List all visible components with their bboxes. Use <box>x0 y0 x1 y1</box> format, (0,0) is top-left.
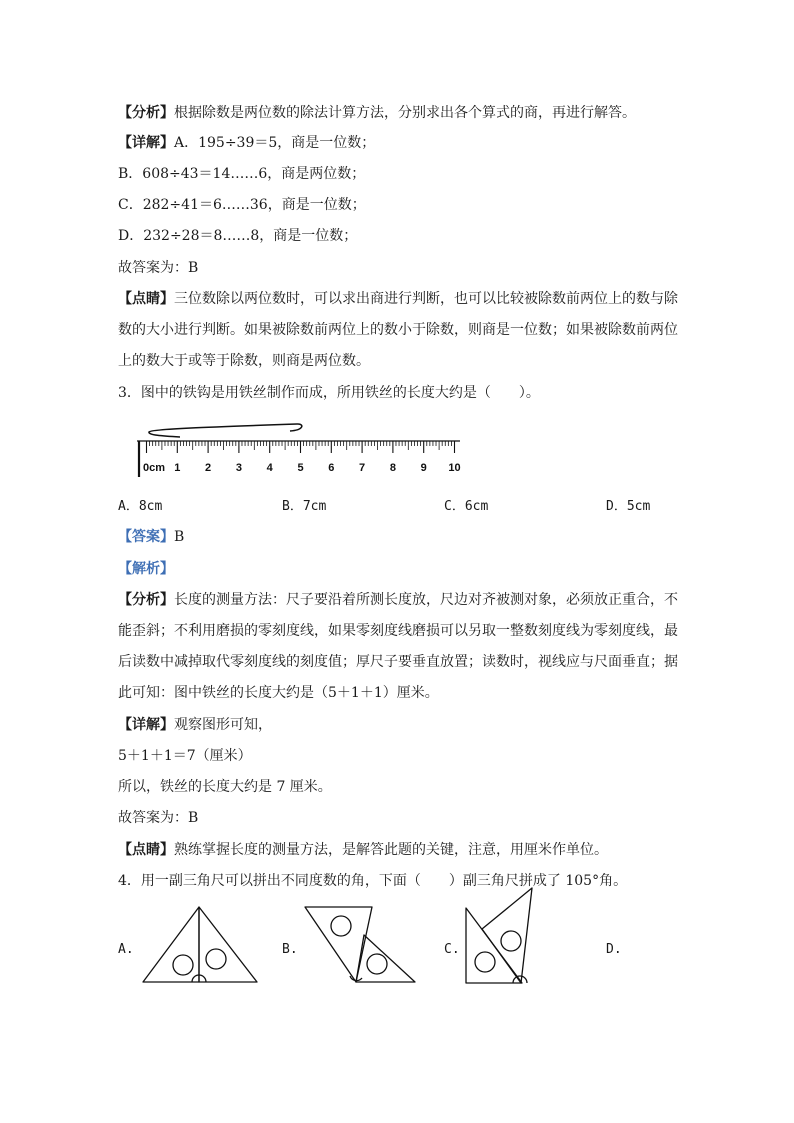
q2-tip-line <box>118 289 678 309</box>
q4-option-c[interactable]: C. <box>444 942 460 957</box>
ruler-tick-label: 6 <box>328 462 335 474</box>
analysis-tag: 【分析】 <box>118 592 174 608</box>
ruler-tick-label: 4 <box>266 462 273 474</box>
q3-analysis-line: 此可知：图中铁丝的长度大约是（5＋1＋1）厘米。 <box>118 685 439 701</box>
set-square-hole <box>475 952 495 972</box>
set-square-hole <box>173 955 193 975</box>
q3-explanation-heading <box>118 559 174 579</box>
detail-text: A．195÷39＝5，商是一位数； <box>174 135 376 151</box>
q3-analysis-line: 后读数中减掉取代零刻度线的刻度值；厚尺子要垂直放置；读数时，视线应与尺面垂直；据 <box>118 654 678 670</box>
q3-conclusion: 故答案为：B <box>118 810 199 826</box>
analysis-text: 根据除数是两位数的除法计算方法，分别求出各个算式的商，再进行解答。 <box>174 105 636 121</box>
q3-option-a[interactable]: A．8cm <box>118 499 163 514</box>
q4-option-d[interactable]: D. <box>606 942 622 957</box>
figure-b[interactable] <box>305 907 415 982</box>
analysis-tag: 【分析】 <box>118 105 174 121</box>
tip-tag: 【点睛】 <box>118 291 174 307</box>
ruler-tick-label: 5 <box>297 462 304 474</box>
set-square-hole <box>501 931 521 951</box>
detail-tag: 【详解】 <box>118 717 174 733</box>
q4-option-b[interactable]: B. <box>282 942 298 957</box>
q2-conclusion: 故答案为：B <box>118 260 199 276</box>
q3-option-b[interactable]: B．7cm <box>282 499 327 514</box>
q3-detail-line: 5＋1＋1＝7（厘米） <box>118 748 252 764</box>
q4-option-a[interactable]: A. <box>118 942 134 957</box>
q3-stem: 3．图中的铁钩是用铁丝制作而成，所用铁丝的长度大约是（ ）。 <box>118 385 540 401</box>
ruler-tick-label: 9 <box>420 462 427 474</box>
q2-detail-line: B．608÷43＝14……6，商是两位数； <box>118 166 366 182</box>
explanation-tag: 【解析】 <box>118 561 174 577</box>
q3-tip-line <box>118 840 608 860</box>
set-square-hole <box>367 954 387 974</box>
ruler-tick-label: 7 <box>359 462 366 474</box>
q3-answer-line <box>118 527 184 547</box>
set-square-hole <box>331 916 351 936</box>
set-square-hole <box>206 949 226 969</box>
ruler-tick-label: 1 <box>174 462 181 474</box>
tip-text: 三位数除以两位数时，可以求出商进行判断，也可以比较被除数前两位上的数与除 <box>174 291 678 307</box>
q3-option-d[interactable]: D．5cm <box>606 499 651 514</box>
set-square-45 <box>482 888 532 983</box>
q3-analysis-line <box>118 590 678 610</box>
set-squares-figure <box>130 880 570 995</box>
q2-analysis-line <box>118 103 636 123</box>
q3-detail-line: 所以，铁丝的长度大约是 7 厘米。 <box>118 779 332 795</box>
ruler-zero-label: 0cm <box>143 462 166 474</box>
q3-option-c[interactable]: C．6cm <box>444 499 489 514</box>
detail-tag: 【详解】 <box>118 135 174 151</box>
ruler-ticks <box>147 441 455 453</box>
figure-a[interactable] <box>143 907 257 982</box>
tip-text: 熟练掌握长度的测量方法，是解答此题的关键，注意，用厘米作单位。 <box>174 842 608 858</box>
set-square-30-60 <box>199 907 257 982</box>
answer-value: B <box>174 529 185 545</box>
q3-detail-line <box>118 715 272 735</box>
ruler-tick-label: 8 <box>389 462 396 474</box>
figure-c[interactable] <box>466 888 532 983</box>
tip-tag: 【点睛】 <box>118 842 174 858</box>
ruler-tick-label: 10 <box>448 462 461 474</box>
ruler-figure <box>130 415 470 485</box>
q3-analysis-line: 能歪斜；不利用磨损的零刻度线，如果零刻度线磨损可以另取一整数刻度线为零刻度线，最 <box>118 623 678 639</box>
iron-hook-wire <box>149 424 302 437</box>
q2-tip-line: 数的大小进行判断。如果被除数前两位上的数小于除数，则商是一位数；如果被除数前两位 <box>118 322 678 338</box>
ruler-tick-label: 2 <box>205 462 212 474</box>
ruler-labels <box>174 462 460 474</box>
detail-text: 观察图形可知， <box>174 717 272 733</box>
q2-tip-line: 上的数大于或等于除数，则商是两位数。 <box>118 353 370 369</box>
answer-tag: 【答案】 <box>118 529 174 545</box>
q2-detail-line: C．282÷41＝6……36，商是一位数； <box>118 197 366 213</box>
analysis-text: 长度的测量方法：尺子要沿着所测长度放，尺边对齐被测对象，必须放正重合，不 <box>174 592 678 608</box>
q2-detail-line <box>118 133 375 153</box>
q2-detail-line: D．232÷28＝8……8，商是一位数； <box>118 228 358 244</box>
q4-stem: 4．用一副三角尺可以拼出不同度数的角，下面（ ）副三角尺拼成了 105°角。 <box>118 873 628 889</box>
ruler-tick-label: 3 <box>235 462 242 474</box>
